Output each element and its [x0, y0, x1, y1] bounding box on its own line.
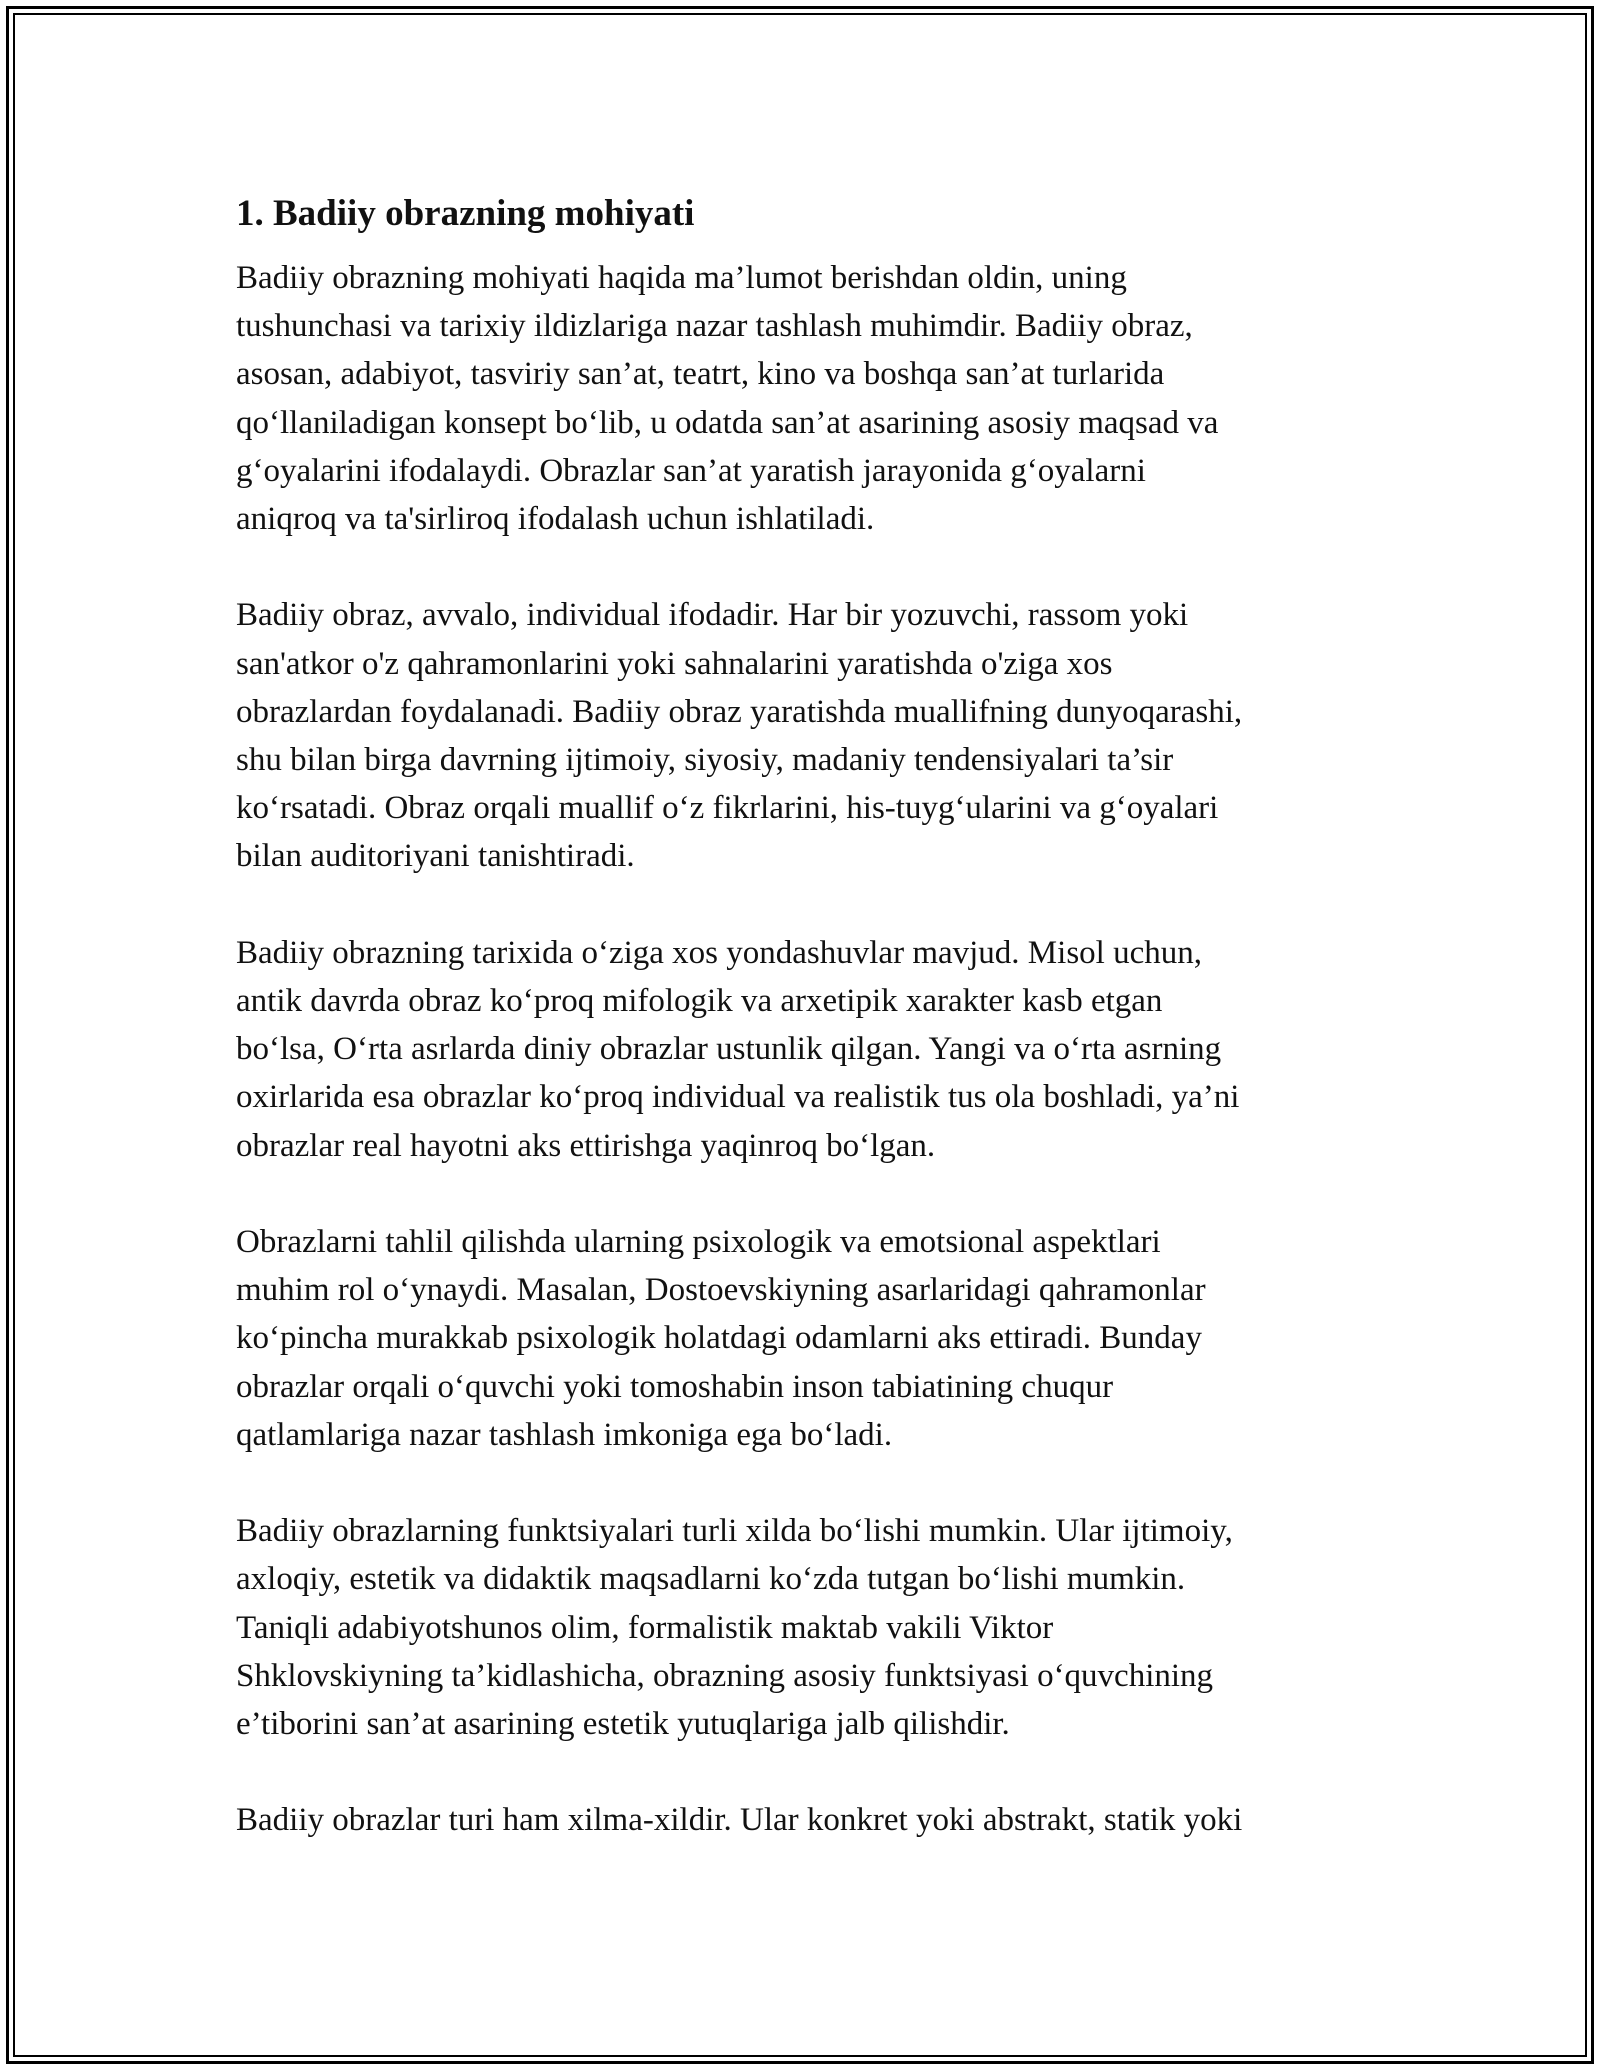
- text-line: obrazlar real hayotni aks ettirishga yaqinroq bo‘lgan.: [236, 1127, 936, 1164]
- text-line: muhim rol o‘ynaydi. Masalan, Dostoevskiyning asarlaridagi qahramonlar: [236, 1272, 1206, 1309]
- text-line: asosan, adabiyot, tasviriy san’at, teatrt, kino va boshqa san’at turlarida: [236, 356, 1165, 393]
- text-line: obrazlar orqali o‘quvchi yoki tomoshabin inson tabiatining chuqur: [236, 1368, 1114, 1405]
- text-line: axloqiy, estetik va didaktik maqsadlarni ko‘zda tutgan bo‘lishi mumkin.: [236, 1561, 1186, 1598]
- text-line: Taniqli adabiyotshunos olim, formalistik maktab vakili Viktor: [236, 1609, 1054, 1646]
- text-line: Badiiy obrazning mohiyati haqida ma’lumot berishdan oldin, uning: [236, 260, 1127, 296]
- text-line: Badiiy obrazlar turi ham xilma-xildir. Ular konkret yoki abstrakt, statik yoki: [236, 1802, 1243, 1839]
- paragraph-spacer: [236, 1459, 1366, 1507]
- text-line: Badiiy obraz, avvalo, individual ifodadir. Har bir yozuvchi, rassom yoki: [236, 597, 1189, 634]
- text-line: bilan auditoriyani tanishtiradi.: [236, 838, 635, 875]
- text-line: ko‘pincha murakkab psixologik holatdagi odamlarni aks ettiradi. Bunday: [236, 1320, 1202, 1357]
- text-line: tushunchasi va tarixiy ildizlariga nazar tashlash muhimdir. Badiiy obraz,: [236, 308, 1193, 345]
- paragraph-spacer: [236, 881, 1366, 929]
- text-line: bo‘lsa, O‘rta asrlarda diniy obrazlar ustunlik qilgan. Yangi va o‘rta asrning: [236, 1031, 1222, 1068]
- text-line: g‘oyalarini ifodalaydi. Obrazlar san’at yaratish jarayonida g‘oyalarni: [236, 452, 1146, 489]
- paragraph-spacer: [236, 1170, 1366, 1218]
- paragraph-2: [236, 591, 1366, 880]
- text-line: Shklovskiyning ta’kidlashicha, obrazning asosiy funktsiyasi o‘quvchining: [236, 1657, 1214, 1694]
- paragraph-4: [236, 1218, 1366, 1459]
- text-line: ko‘rsatadi. Obraz orqali muallif o‘z fikrlarini, his-tuyg‘ularini va g‘oyalari: [236, 790, 1219, 827]
- text-line: oxirlarida esa obrazlar ko‘proq individual va realistik tus ola boshladi, ya’ni: [236, 1079, 1240, 1116]
- section-heading: 1. Badiiy obrazning mohiyati: [236, 193, 695, 234]
- document-body: [236, 186, 1366, 1845]
- text-line: aniqroq va ta'sirliroq ifodalash uchun ishlatiladi.: [236, 501, 875, 538]
- text-line: qatlamlariga nazar tashlash imkoniga ega bo‘ladi.: [236, 1416, 893, 1453]
- paragraph-6: [236, 1796, 1366, 1844]
- text-line: antik davrda obraz ko‘proq mifologik va arxetipik xarakter kasb etgan: [236, 983, 1163, 1020]
- text-line: Obrazlarni tahlil qilishda ularning psixologik va emotsional aspektlari: [236, 1224, 1161, 1261]
- text-line: obrazlardan foydalanadi. Badiiy obraz yaratishda muallifning dunyoqarashi,: [236, 693, 1243, 730]
- paragraph-spacer: [236, 543, 1366, 591]
- text-line: Badiiy obrazlarning funktsiyalari turli xilda bo‘lishi mumkin. Ular ijtimoiy,: [236, 1513, 1233, 1550]
- paragraph-3: [236, 929, 1366, 1170]
- text-line: qo‘llaniladigan konsept bo‘lib, u odatda san’at asarining asosiy maqsad va: [236, 404, 1219, 441]
- text-line: shu bilan birga davrning ijtimoiy, siyosiy, madaniy tendensiyalari ta’sir: [236, 742, 1174, 779]
- paragraph-spacer: [236, 1748, 1366, 1796]
- paragraph-1: [236, 254, 1366, 543]
- text-line: san'atkor o'z qahramonlarini yoki sahnalarini yaratishda o'ziga xos: [236, 645, 1113, 682]
- text-line: Badiiy obrazning tarixida o‘ziga xos yondashuvlar mavjud. Misol uchun,: [236, 934, 1202, 971]
- text-line: e’tiborini san’at asarining estetik yutuqlariga jalb qilishdir.: [236, 1706, 1010, 1743]
- paragraph-5: [236, 1507, 1366, 1748]
